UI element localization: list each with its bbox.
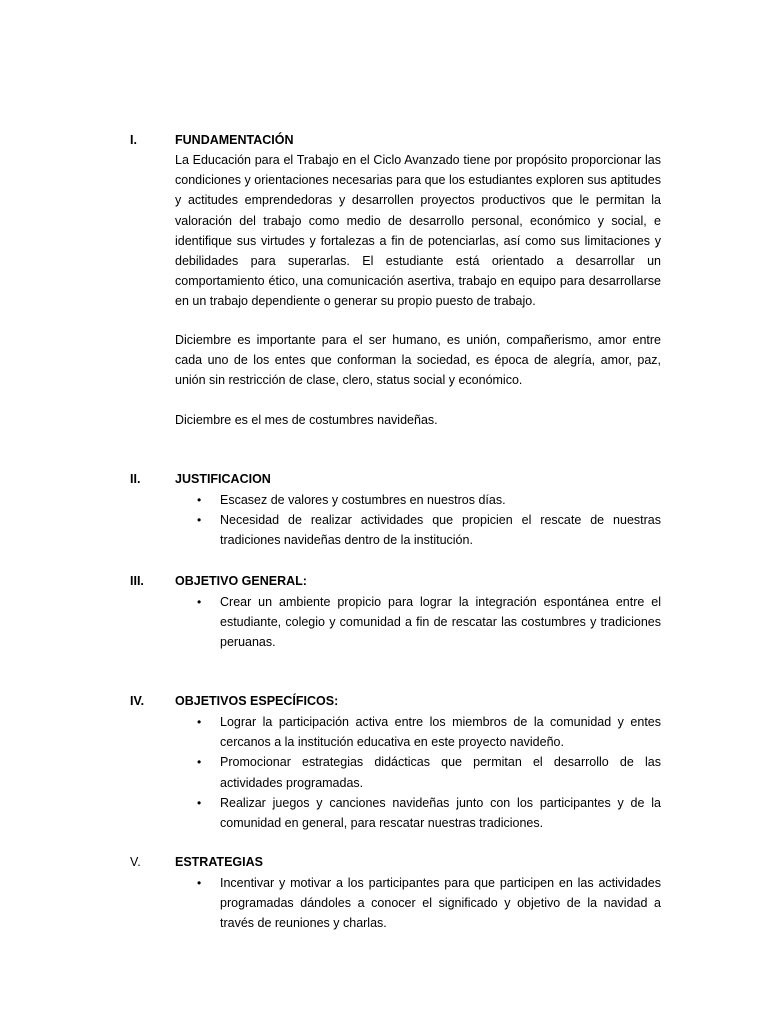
list-item [175, 873, 661, 934]
bullet-icon: • [197, 876, 202, 890]
list-item-text: Promocionar estrategias didácticas que permitan el desarrollo de las actividades programadas. [220, 755, 661, 790]
section-heading: FUNDAMENTACIÓN [175, 133, 294, 147]
list-item [175, 510, 661, 550]
bullet-icon: • [197, 795, 202, 810]
bullet-list [175, 712, 661, 833]
list-item [175, 752, 661, 792]
list-item [175, 490, 661, 510]
list-item-text: Lograr la participación activa entre los miembros de la comunidad y entes cercanos a la institución educativa en este proyecto navideño. [220, 715, 661, 750]
section-heading: OBJETIVO GENERAL: [175, 574, 307, 588]
bullet-icon: • [197, 493, 202, 507]
bullet-list [175, 490, 661, 551]
list-item-text: Necesidad de realizar actividades que propicien el rescate de nuestras tradiciones navideñas dentro de la institución. [220, 513, 661, 548]
section-numeral: I. [130, 133, 137, 147]
bullet-icon: • [197, 715, 202, 729]
section-heading: ESTRATEGIAS [175, 855, 263, 869]
paragraph: Diciembre es el mes de costumbres navideñas. [175, 413, 438, 427]
bullet-icon: • [197, 513, 202, 528]
bullet-list [175, 592, 661, 653]
section-numeral: V. [130, 855, 141, 869]
bullet-list [175, 873, 661, 934]
list-item-text: Crear un ambiente propicio para lograr la integración espontánea entre el estudiante, colegio y comunidad a fin de rescatar las costumbres y tradiciones peruanas. [220, 595, 661, 650]
paragraph: Diciembre es importante para el ser humano, es unión, compañerismo, amor entre cada uno de los entes que conforman la sociedad, es época de alegría, amor, paz, unión sin restricción de clase, clero, status social y económico. [175, 333, 661, 388]
section-heading: JUSTIFICACION [175, 472, 271, 486]
bullet-icon: • [197, 755, 202, 770]
list-item-text: Incentivar y motivar a los participantes para que participen en las actividades programadas dándoles a conocer el significado y objetivo de la navidad a través de reuniones y charlas. [220, 876, 661, 931]
section-numeral: III. [130, 574, 144, 588]
list-item [175, 592, 661, 653]
section-heading: OBJETIVOS ESPECÍFICOS: [175, 694, 339, 708]
section-numeral: IV. [130, 694, 145, 708]
section-numeral: II. [130, 472, 141, 486]
paragraph: La Educación para el Trabajo en el Ciclo Avanzado tiene por propósito proporcionar las condiciones y orientaciones necesarias para que los estudiantes exploren sus aptitudes y actitudes emprendedoras y desarrollen proyectos productivos que le permitan la valoración del trabajo como medio de desarrollo personal, económico y social, e identifique sus virtudes y fortalezas a fin de potenciarlas, así como sus limitaciones y debilidades para superarlas. El estudiante está orientado a desarrollar un comportamiento ético, una comunicación asertiva, trabajo en equipo para desarrollarse en un trabajo dependiente o generar su propio puesto de trabajo. [175, 153, 661, 309]
list-item-text: Escasez de valores y costumbres en nuestros días. [220, 493, 506, 507]
list-item [175, 712, 661, 752]
list-item [175, 793, 661, 833]
bullet-icon: • [197, 595, 202, 609]
list-item-text: Realizar juegos y canciones navideñas junto con los participantes y de la comunidad en general, para rescatar nuestras tradiciones. [220, 795, 661, 831]
